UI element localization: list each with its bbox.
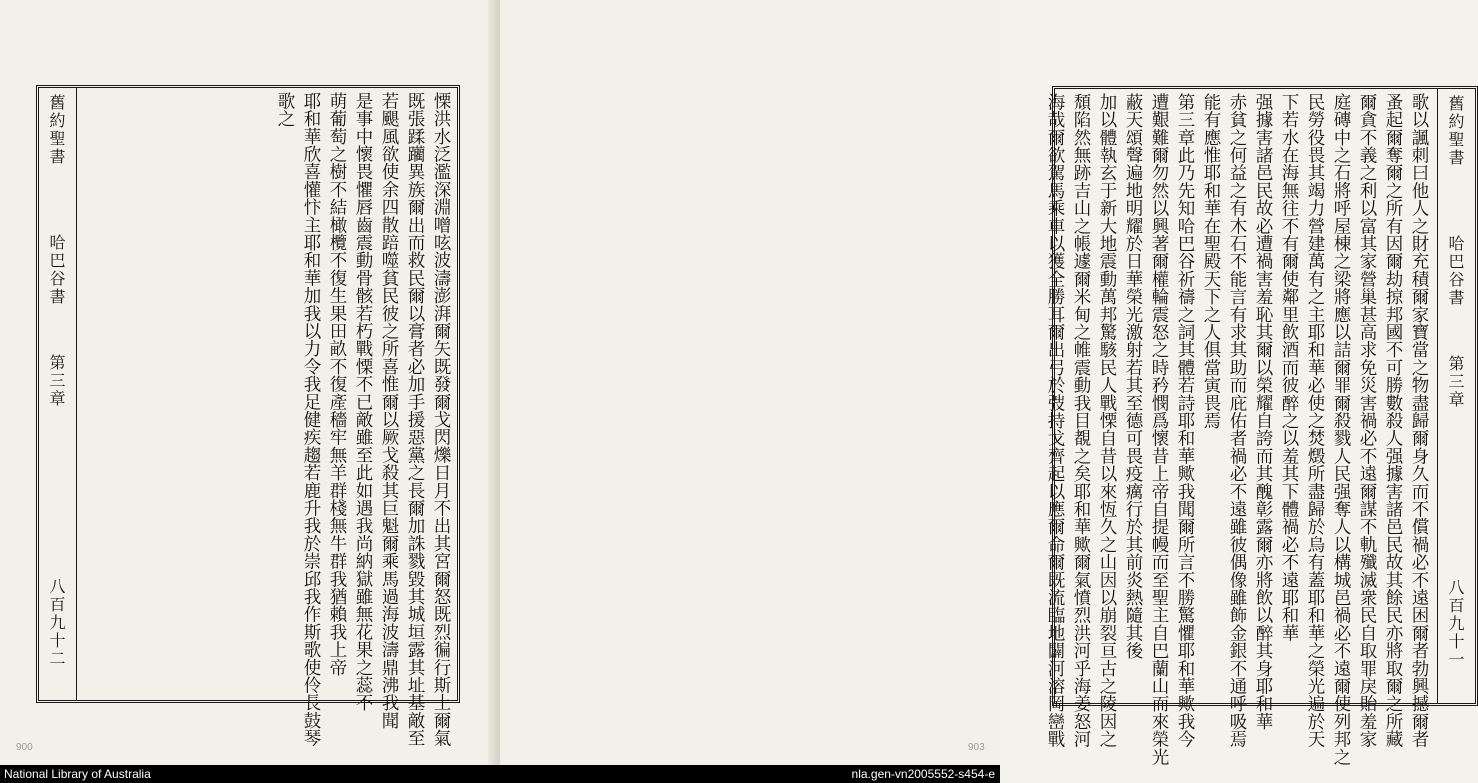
left-pencil-page-mark: 900 [16, 742, 33, 753]
right-margin-page-number: 八百九十一 [1446, 579, 1465, 669]
left-text-columns [83, 92, 453, 747]
left-margin-page-number: 八百九十二 [47, 578, 66, 668]
text-column: 既張蹂躪異族爾出而救民爾以膏者必加手援惡黨之長爾加誅戮毀其城垣露其址基敵至 [405, 92, 425, 747]
catalog-reference: nla.gen-vn2005552-s454-e [851, 767, 995, 781]
right-page-frame [1045, 86, 1478, 766]
left-margin-book: 哈巴谷書 [47, 234, 66, 306]
text-column: 若颶風欲使余四散踣噬貧民彼之所喜惟爾以厥戈殺其巨魁爾乘馬過海波濤鼎沸我聞 [379, 92, 399, 730]
text-column: 遭艱難爾勿然以興著爾權輪震怒之時矜憫爲懷昔上帝自提幔而至聖主自巴蘭山而來榮光 [1149, 93, 1169, 766]
left-text-area [83, 92, 453, 747]
text-column: 下若水在海無往不有爾使鄰里飲酒而彼醉之以羞其下體禍必不遠耶和華 [1279, 93, 1299, 642]
text-column: 爾貪不義之利以富其家營巢甚高求免災害禍必不遠爾謀不軌殲滅衆民自取罪戾貽羞家 [1357, 93, 1377, 748]
text-column: 慄洪水泛濫深淵噌呟波濤澎湃爾矢既發爾戈閃爍日月不出其宮爾怒既烈徧行斯土爾氣 [431, 92, 451, 747]
text-column: 海哉爾欲駕馬乘車以獲全勝耳爾出弓於弢持戈齊起以應爾命爾既流臨地闢河溶岡巒戰 [1045, 93, 1065, 748]
text-column: 萌葡萄之樹不結橄欖不復生果田畝不復產穡牢無羊群棧無牛群我猶賴我上帝 [327, 92, 347, 677]
right-pencil-page-mark: 903 [968, 742, 985, 753]
right-text-area [1045, 93, 1431, 766]
right-text-columns [1045, 93, 1431, 766]
text-column: 第三章此乃先知哈巴谷祈禱之詞其體若詩耶和華歟我聞爾所言不勝驚懼耶和華歟我今 [1175, 93, 1195, 748]
library-credit: National Library of Australia [4, 767, 151, 781]
left-page-frame [36, 85, 460, 747]
text-column: 是事中懷畏懼唇齒震動骨骸若朽戰慄不已敵雖至此如遇我尚納獄雖無花果之蕊不 [353, 92, 373, 712]
text-column: 蚤起爾奪爾之所有因爾劫掠邦國不可勝數殺人强據害諸邑民故其餘民亦將取爾之所藏 [1383, 93, 1403, 748]
right-page [500, 0, 1465, 766]
right-margin-column [1437, 89, 1475, 703]
footer-bar [0, 765, 1000, 783]
text-column: 赤貧之何益之有木石不能言有求其助而庇佑者禍必不遠雖彼偶像雖飾金銀不通呼吸焉 [1227, 93, 1247, 748]
text-column: 歌之 [275, 92, 295, 128]
left-margin-chapter: 第三章 [47, 354, 66, 408]
text-column: 强據害諸邑民故必遭禍害羞恥其爾以榮耀自誇而其醜彰露爾亦將飲以醉其身耶和華 [1253, 93, 1273, 731]
text-column: 庭磚中之石將呼屋棟之梁將應以詰爾罪爾殺戮人民强奪人以構城邑禍必不遠爾使列邦之 [1331, 93, 1351, 766]
text-column: 歌以諷刺曰他人之財充積爾家寶當之物盡歸爾身久而不償禍必不遠困爾者勃興撼爾者 [1409, 93, 1429, 748]
left-margin-title: 舊約聖書 [47, 94, 66, 166]
left-page [0, 0, 500, 765]
text-column: 耶和華欣喜懽忭主耶和華加我以力令我足健疾趨若鹿升我於崇邱我作斯歌使伶長鼓琴 [301, 92, 321, 747]
text-column: 蔽天頌聲遍地明耀於日華榮光激射若其至德可畏疫癘行於其前炎熱隨其後 [1123, 93, 1143, 660]
text-column: 民勞役畏其竭力營建萬有之主耶和華必使之焚燬所盡歸於烏有蓋耶和華之榮光遍於天 [1305, 93, 1325, 748]
text-column: 能有應惟耶和華在聖殿天下之人俱當寅畏焉 [1201, 93, 1221, 430]
text-column: 頹陷然無跡吉山之帳遽爾米甸之帷震動我目覩之矣耶和華歟爾氣憤烈洪河乎海姜怒河 [1071, 93, 1091, 748]
right-margin-title: 舊約聖書 [1446, 95, 1465, 167]
right-margin-book: 哈巴谷書 [1446, 235, 1465, 307]
right-margin-chapter: 第三章 [1446, 355, 1465, 409]
left-margin-column [39, 88, 77, 700]
text-column: 加以體執玄于新大地震動萬邦驚駭民人戰慄自昔以來恆久之山因以崩裂亘古之陵因之 [1097, 93, 1117, 748]
